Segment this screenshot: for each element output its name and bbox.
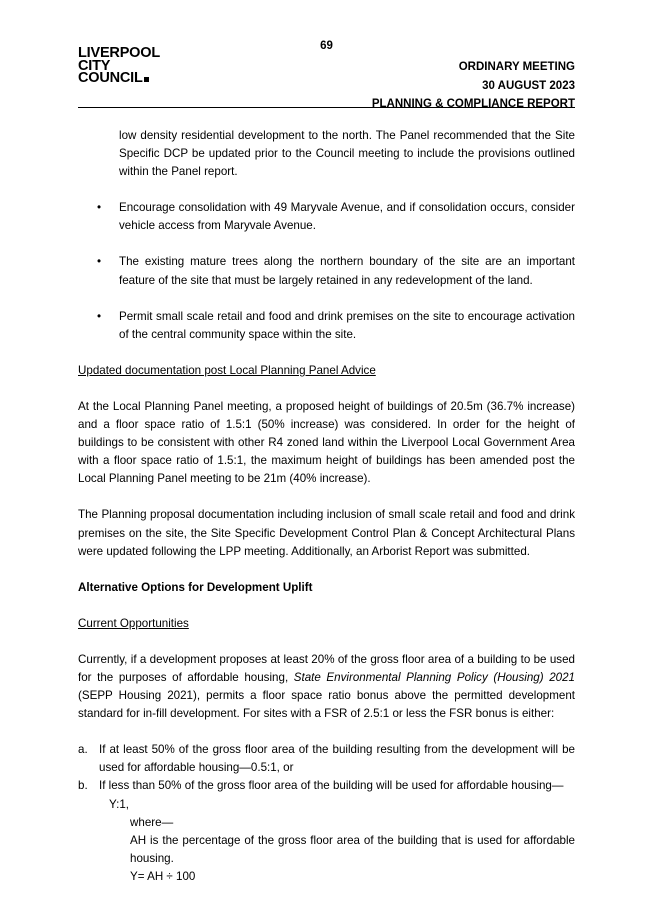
list-item: • The existing mature trees along the northern boundary of the site are an important feature of the site that must be largely retained in any redevelopment of the land. [97,255,575,287]
logo-line-2: CITY [78,57,111,74]
list-item: b. If less than 50% of the gross floor area of the building will be used for affordable housing— Y:1, where— AH is the percentage of the gross floor area of the building that is used for affordable housing. Y= AH ÷ 100 [78,777,575,886]
heading-alternative-options: Alternative Options for Development Uplift [78,580,313,594]
report-name: PLANNING & COMPLIANCE REPORT [371,98,575,110]
paragraph-documentation: The Planning proposal documentation including inclusion of small scale retail and food and drink premises on the site, the Site Specific Development Control Plan & Concept Architectural Plans were updated following the LPP meeting. Additionally, an Arborist Report was submitted. [78,508,575,558]
document-body [78,127,575,886]
council-logo [78,47,160,85]
meeting-info [372,58,575,114]
logo-line-3: COUNCIL [78,72,160,85]
subheading-current-opportunities: Current Opportunities [78,616,189,630]
formula-definition: AH is the percentage of the gross floor area of the building that is used for affordable housing. [130,833,575,865]
formula-where: where— [130,815,174,829]
page-number: 69 [320,40,333,52]
bullet-icon: • [97,309,102,323]
formula-equation: Y= AH ÷ 100 [130,869,196,883]
fsr-bonus-list [78,741,575,886]
bullet-icon: • [97,255,102,269]
logo-line-1: LIVERPOOL [78,45,160,61]
logo-square-icon [144,77,149,82]
list-item: • Encourage consolidation with 49 Maryvale Avenue, and if consolidation occurs, consider vehicle access from Maryvale Avenue. [97,201,575,233]
list-item: a. If at least 50% of the gross floor area of the building resulting from the development will be used for affordable housing—0.5:1, or [78,743,575,775]
recommendation-list [78,199,575,344]
bullet-icon: • [97,201,102,215]
list-item: • Permit small scale retail and food and drink premises on the site to encourage activation of the central community space within the site. [97,309,575,341]
paragraph-lpp-meeting: At the Local Planning Panel meeting, a proposed height of buildings of 20.5m (36.7% increase) and a floor space ratio of 1.5:1 (50% increase) was considered. In order for the height of buildings to be consistent with other R4 zoned land within the Liverpool Local Government Area with a floor space ratio of 1.5:1, the maximum height of buildings has been amended post the Local Planning Panel meeting to be 21m (40% increase). [78,399,575,486]
header-divider [78,107,575,108]
meeting-type: ORDINARY MEETING [458,61,575,73]
formula: Y:1, [109,797,129,811]
continued-paragraph: low density residential development to the north. The Panel recommended that the Site Specific DCP be updated prior to the Council meeting to include the provisions outlined within the Panel report. [119,129,575,179]
paragraph-affordable-housing: Currently, if a development proposes at least 20% of the gross floor area of a building to be used for the purposes of affordable housing, State Environmental Planning Policy (Housing) 2021 (SEPP Housing 2021), permits a floor space ratio bonus above the permitted development standard for in-fill development. For sites with a FSR of 2.5:1 or less the FSR bonus is either: [78,652,576,721]
subheading-updated-documentation: Updated documentation post Local Planning Panel Advice [78,363,376,377]
sepp-title: State Environmental Planning Policy (Housing) 2021 [293,670,576,684]
meeting-date: 30 AUGUST 2023 [482,79,575,92]
